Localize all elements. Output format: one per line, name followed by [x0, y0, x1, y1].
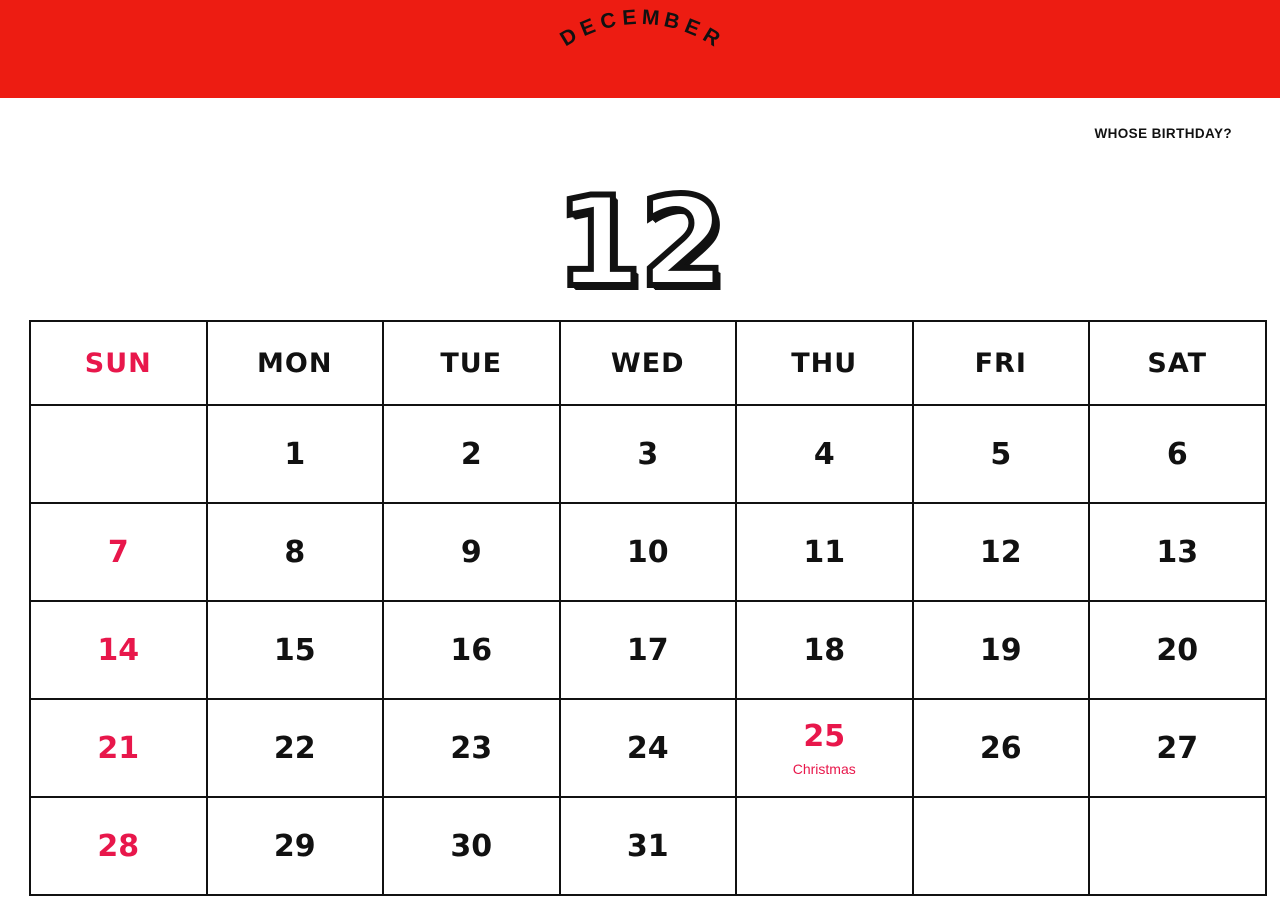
weekday-header-sun: SUN [30, 321, 207, 405]
day-number: 9 [460, 534, 482, 570]
calendar-day-cell[interactable] [383, 797, 560, 895]
weekday-header-wed: WED [560, 321, 737, 405]
day-event-label: Christmas [792, 760, 856, 777]
calendar-grid [29, 320, 1267, 896]
calendar-day-cell[interactable] [736, 503, 913, 601]
weekday-header-thu: THU [736, 321, 913, 405]
whose-birthday-note: WHOSE BIRTHDAY? [1094, 126, 1232, 141]
calendar-day-cell[interactable] [1089, 405, 1266, 503]
calendar-day-cell[interactable] [207, 699, 384, 797]
calendar-day-cell[interactable] [207, 503, 384, 601]
day-number: 19 [979, 632, 1022, 668]
month-arc-letter: B [661, 8, 682, 35]
calendar-day-cell[interactable] [736, 699, 913, 797]
calendar-week-row [30, 601, 1266, 699]
month-arc-letter: E [621, 5, 638, 30]
calendar-day-cell[interactable] [383, 405, 560, 503]
day-number: 23 [450, 730, 493, 766]
calendar-day-cell[interactable] [383, 699, 560, 797]
day-number: 27 [1156, 730, 1199, 766]
month-arc-letter: E [576, 14, 599, 42]
calendar-body [30, 405, 1266, 895]
calendar-day-cell[interactable] [30, 503, 207, 601]
calendar-day-cell[interactable] [383, 503, 560, 601]
calendar-day-cell[interactable] [207, 405, 384, 503]
calendar-day-cell[interactable] [913, 405, 1090, 503]
month-arc-letter: E [681, 14, 704, 42]
calendar-day-cell[interactable] [1089, 601, 1266, 699]
calendar-header-row [30, 321, 1266, 405]
calendar-day-cell[interactable] [1089, 699, 1266, 797]
month-number: 12 [555, 171, 725, 315]
weekday-header-sat: SAT [1089, 321, 1266, 405]
calendar-day-cell[interactable] [207, 797, 384, 895]
day-number: 28 [97, 828, 140, 864]
calendar-day-cell[interactable] [560, 405, 737, 503]
calendar-day-cell[interactable] [736, 405, 913, 503]
day-number: 18 [803, 632, 846, 668]
weekday-header-mon: MON [207, 321, 384, 405]
day-number: 10 [626, 534, 669, 570]
day-number: 8 [284, 534, 306, 570]
day-number: 17 [626, 632, 669, 668]
top-banner [0, 0, 1280, 98]
calendar-day-cell[interactable] [560, 699, 737, 797]
calendar-empty-cell [913, 797, 1090, 895]
calendar-day-cell[interactable] [560, 503, 737, 601]
day-number: 7 [107, 534, 129, 570]
day-number: 3 [637, 436, 659, 472]
calendar-day-cell[interactable] [30, 797, 207, 895]
day-number: 22 [273, 730, 316, 766]
calendar-empty-cell [1089, 797, 1266, 895]
day-number: 16 [450, 632, 493, 668]
calendar-week-row [30, 699, 1266, 797]
calendar-day-cell[interactable] [1089, 503, 1266, 601]
day-number: 25 [803, 718, 846, 754]
calendar-empty-cell [30, 405, 207, 503]
calendar-day-cell[interactable] [30, 601, 207, 699]
day-number: 15 [273, 632, 316, 668]
day-number: 31 [626, 828, 669, 864]
day-number: 14 [97, 632, 140, 668]
calendar-day-cell[interactable] [913, 601, 1090, 699]
calendar-day-cell[interactable] [207, 601, 384, 699]
calendar-day-cell[interactable] [560, 797, 737, 895]
day-number: 6 [1166, 436, 1188, 472]
calendar-empty-cell [736, 797, 913, 895]
day-number: 1 [284, 436, 306, 472]
day-number: 11 [803, 534, 846, 570]
calendar-title-block [0, 5, 1280, 315]
day-number: 24 [626, 730, 669, 766]
calendar-day-cell[interactable] [30, 699, 207, 797]
calendar-day-cell[interactable] [913, 699, 1090, 797]
weekday-header-fri: FRI [913, 321, 1090, 405]
month-arc-letter: C [598, 8, 619, 35]
day-number: 20 [1156, 632, 1199, 668]
weekday-header-tue: TUE [383, 321, 560, 405]
calendar-day-cell[interactable] [913, 503, 1090, 601]
day-number: 12 [979, 534, 1022, 570]
day-number: 21 [97, 730, 140, 766]
calendar-day-cell[interactable] [383, 601, 560, 699]
calendar-day-cell[interactable] [736, 601, 913, 699]
day-number: 4 [813, 436, 835, 472]
calendar-day-cell[interactable] [560, 601, 737, 699]
day-number: 2 [460, 436, 482, 472]
month-arc-letter: D [556, 23, 582, 52]
day-number: 26 [979, 730, 1022, 766]
month-arc-letter: M [641, 5, 661, 31]
calendar-week-row [30, 797, 1266, 895]
calendar-week-row [30, 405, 1266, 503]
day-number: 5 [990, 436, 1012, 472]
day-number: 29 [273, 828, 316, 864]
month-arc-letter: R [698, 23, 724, 52]
day-number: 30 [450, 828, 493, 864]
day-number: 13 [1156, 534, 1199, 570]
calendar-week-row [30, 503, 1266, 601]
